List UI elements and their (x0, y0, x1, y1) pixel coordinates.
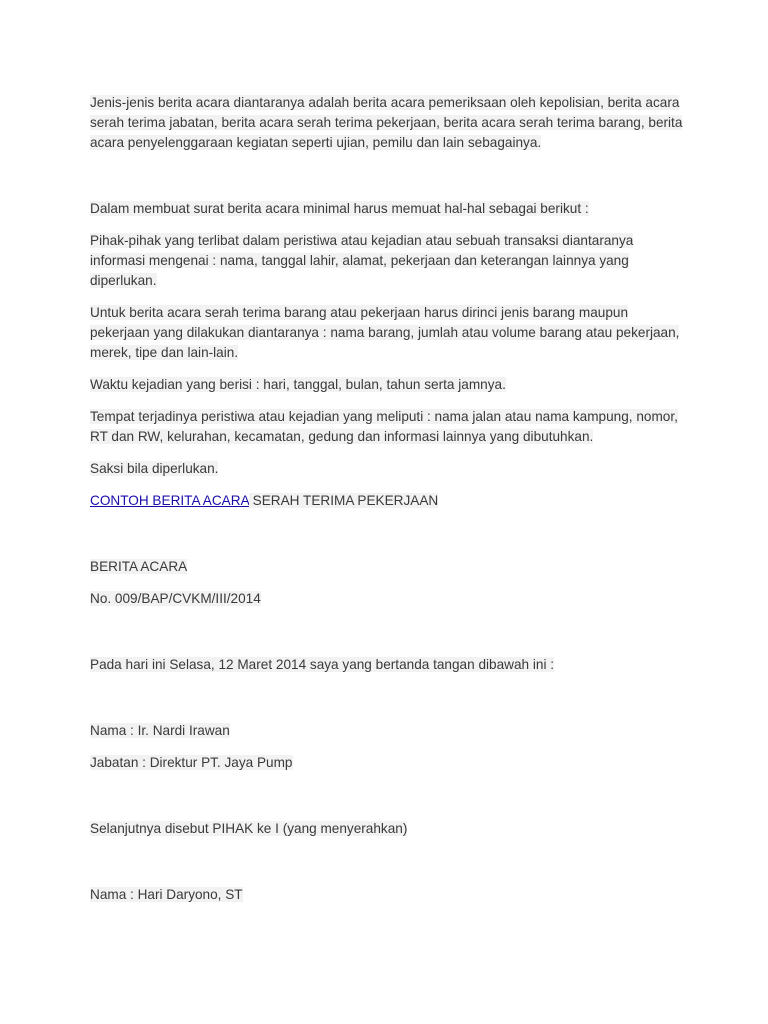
spacer (90, 479, 690, 491)
spacer (90, 577, 690, 589)
spacer (90, 363, 690, 375)
spacer (90, 741, 690, 753)
document-body (90, 93, 690, 905)
party1-position: Jabatan : Direktur PT. Jaya Pump (90, 755, 293, 770)
requirement-item: Pihak-pihak yang terlibat dalam peristiwa atau kejadian atau sebuah transaksi diantaranya informasi mengenai : nama, tanggal lahir, alamat, pekerjaan dan keterangan lainnya yang diperlukan. (90, 233, 634, 288)
letter-number: No. 009/BAP/CVKM/III/2014 (90, 591, 261, 606)
requirement-item: Tempat terjadinya peristiwa atau kejadian yang meliputi : nama jalan atau nama kampung, nomor, RT dan RW, kelurahan, kecamatan, gedung dan informasi lainnya yang dibutuhkan. (90, 409, 678, 444)
letter-title: BERITA ACARA (90, 559, 188, 574)
party2-name: Nama : Hari Daryono, ST (90, 887, 243, 902)
spacer (90, 609, 690, 655)
spacer (90, 773, 690, 819)
example-link[interactable]: CONTOH BERITA ACARA (90, 493, 249, 508)
example-heading: CONTOH BERITA ACARA SERAH TERIMA PEKERJAAN (90, 493, 439, 508)
intro-paragraph: Jenis-jenis berita acara diantaranya adalah berita acara pemeriksaan oleh kepolisian, berita acara serah terima jabatan, berita acara serah terima pekerjaan, berita acara serah terima barang, berita acara penyelenggaraan kegiatan seperti ujian, pemilu dan lain sebagainya. (90, 95, 683, 150)
party1-name: Nama : Ir. Nardi Irawan (90, 723, 230, 738)
requirement-item: Saksi bila diperlukan. (90, 461, 219, 476)
requirements-intro: Dalam membuat surat berita acara minimal harus memuat hal-hal sebagai berikut : (90, 201, 589, 216)
party1-designation: Selanjutnya disebut PIHAK ke I (yang menyerahkan) (90, 821, 408, 836)
requirement-item: Untuk berita acara serah terima barang atau pekerjaan harus dirinci jenis barang maupun pekerjaan yang dilakukan diantaranya : nama barang, jumlah atau volume barang atau pekerjaan, merek, tipe dan lain-lain. (90, 305, 680, 360)
spacer (90, 153, 690, 199)
opening-line: Pada hari ini Selasa, 12 Maret 2014 saya yang bertanda tangan dibawah ini : (90, 657, 555, 672)
spacer (90, 395, 690, 407)
spacer (90, 511, 690, 557)
spacer (90, 219, 690, 231)
spacer (90, 447, 690, 459)
spacer (90, 675, 690, 721)
requirement-item: Waktu kejadian yang berisi : hari, tanggal, bulan, tahun serta jamnya. (90, 377, 506, 392)
spacer (90, 291, 690, 303)
spacer (90, 839, 690, 885)
